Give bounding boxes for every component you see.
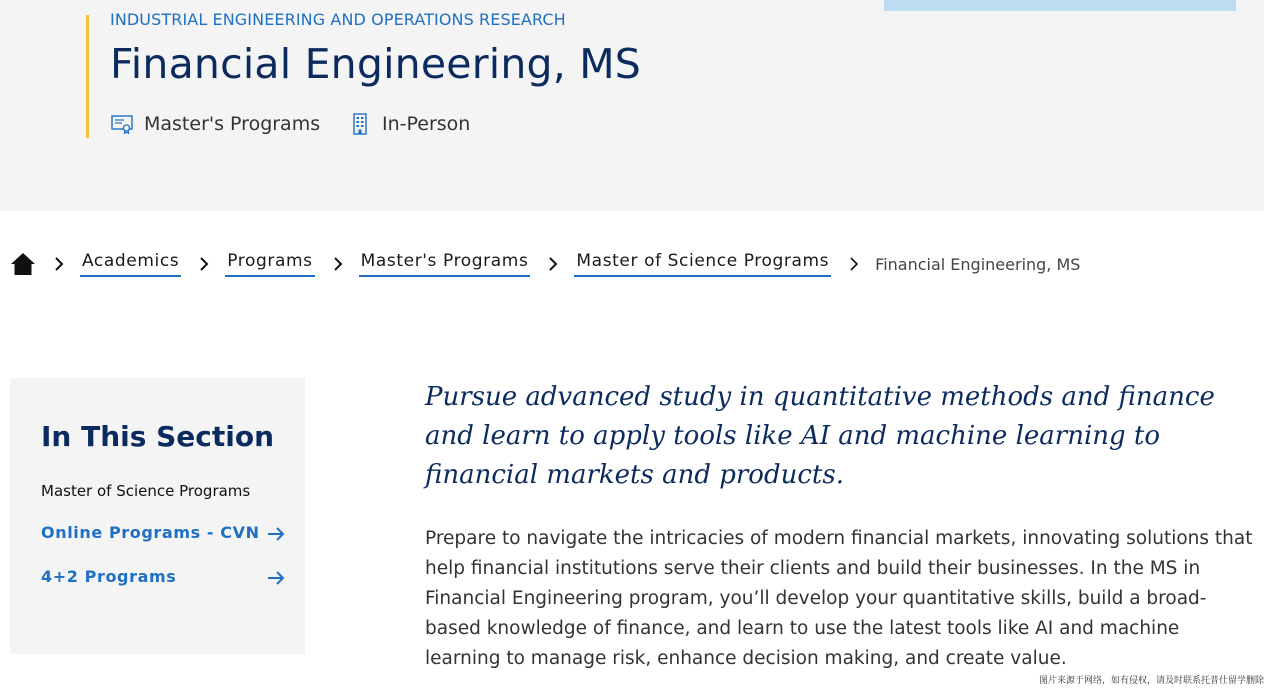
program-description: Prepare to navigate the intricacies of modern financial markets, innovating solutions that help financial institutions serve their clients and build their businesses. In the MS in Financial Engineering program, you’ll develop your quantitative skills, build a broad-based knowledge of finance, and learn to use the latest tools like AI and machine learning to manage risk, enhance decision making, and create value. — [425, 528, 1253, 669]
breadcrumb-current: Financial Engineering, MS — [875, 254, 1081, 274]
chevron-right-icon — [197, 257, 211, 271]
page-title: Financial Engineering, MS — [110, 40, 642, 88]
building-icon — [348, 112, 372, 136]
sidebar-item-label: Online Programs - CVN — [41, 522, 260, 542]
sidebar-item-label: 4+2 Programs — [41, 566, 177, 586]
sidebar-item-online-programs[interactable] — [41, 520, 286, 544]
program-format-label: In-Person — [382, 113, 471, 135]
breadcrumb — [10, 249, 1080, 279]
program-type-label: Master's Programs — [144, 113, 321, 135]
department-link[interactable]: INDUSTRIAL ENGINEERING AND OPERATIONS RESEARCH — [110, 10, 566, 29]
program-format — [348, 112, 470, 136]
chevron-right-icon — [52, 257, 66, 271]
arrow-right-icon — [266, 568, 286, 588]
breadcrumb-ms-programs[interactable]: Master of Science Programs — [574, 251, 831, 277]
breadcrumb-academics[interactable]: Academics — [80, 251, 181, 277]
chevron-right-icon — [546, 257, 560, 271]
sidebar-current-item: Master of Science Programs — [41, 482, 251, 500]
program-lead: Pursue advanced study in quantitative methods and finance and learn to apply tools like AI and machine learning to financial markets and products. — [425, 382, 1215, 490]
section-sidebar — [10, 378, 305, 654]
sidebar-item-4-2-programs[interactable] — [41, 564, 286, 588]
sidebar-heading: In This Section — [41, 420, 275, 453]
image-source-watermark: 图片来源于网络，如有侵权，请及时联系托普仕留学删除 — [1038, 676, 1264, 686]
program-hero — [0, 0, 1264, 211]
home-icon[interactable] — [10, 251, 36, 277]
breadcrumb-programs[interactable]: Programs — [225, 251, 314, 277]
program-type — [110, 112, 320, 136]
chevron-right-icon — [331, 257, 345, 271]
breadcrumb-masters-programs[interactable]: Master's Programs — [359, 251, 531, 277]
chevron-right-icon — [847, 257, 861, 271]
hero-accent-bar — [86, 15, 89, 138]
arrow-right-icon — [266, 524, 286, 544]
certificate-icon — [110, 112, 134, 136]
hero-top-decoration — [884, 0, 1236, 11]
